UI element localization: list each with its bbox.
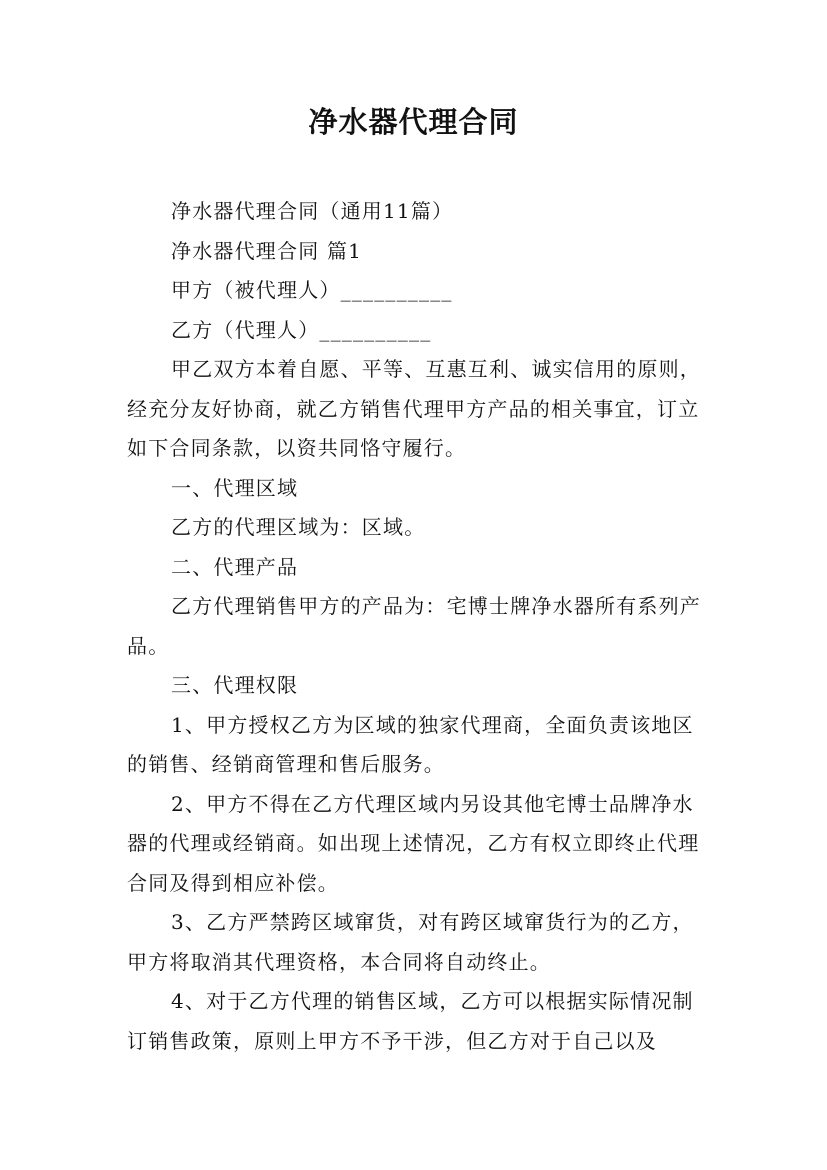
paragraph-products: 乙方代理销售甲方的产品为：宅博士牌净水器所有系列产品。 xyxy=(127,594,701,658)
clause-4: 4、对于乙方代理的销售区域，乙方可以根据实际情况制订销售政策，原则上甲方不予干涉，但乙方对于自己以及 xyxy=(127,989,694,1053)
party-b-line: 乙方（代理人）__________ xyxy=(171,317,432,342)
clause-1: 1、甲方授权乙方为区域的独家代理商，全面负责该地区的销售、经销商管理和售后服务。 xyxy=(127,712,694,776)
section-heading-products: 二、代理产品 xyxy=(171,554,299,579)
paragraph-section-title: 净水器代理合同 篇1 xyxy=(171,238,363,263)
party-a-line: 甲方（被代理人）__________ xyxy=(171,278,453,302)
paragraph-heading: 净水器代理合同（通用11篇） xyxy=(171,199,454,223)
paragraph-preamble: 甲乙双方本着自愿、平等、互惠互利、诚实信用的原则，经充分友好协商，就乙方销售代理甲方产品的相关事宜，订立如下合同条款，以资共同恪守履行。 xyxy=(127,357,701,460)
clause-3: 3、乙方严禁跨区域窜货，对有跨区域窜货行为的乙方，甲方将取消其代理资格，本合同将自动终止。 xyxy=(127,910,694,974)
paragraph-region: 乙方的代理区域为：区域。 xyxy=(171,515,426,539)
section-heading-region: 一、代理区域 xyxy=(171,475,299,500)
document-title: 净水器代理合同 xyxy=(308,105,519,139)
section-heading-authority: 三、代理权限 xyxy=(171,673,299,697)
document-body xyxy=(127,192,707,1061)
clause-2: 2、甲方不得在乙方代理区域内另设其他宅博士品牌净水器的代理或经销商。如出现上述情况，乙方有权立即终止代理合同及得到相应补偿。 xyxy=(127,791,700,895)
